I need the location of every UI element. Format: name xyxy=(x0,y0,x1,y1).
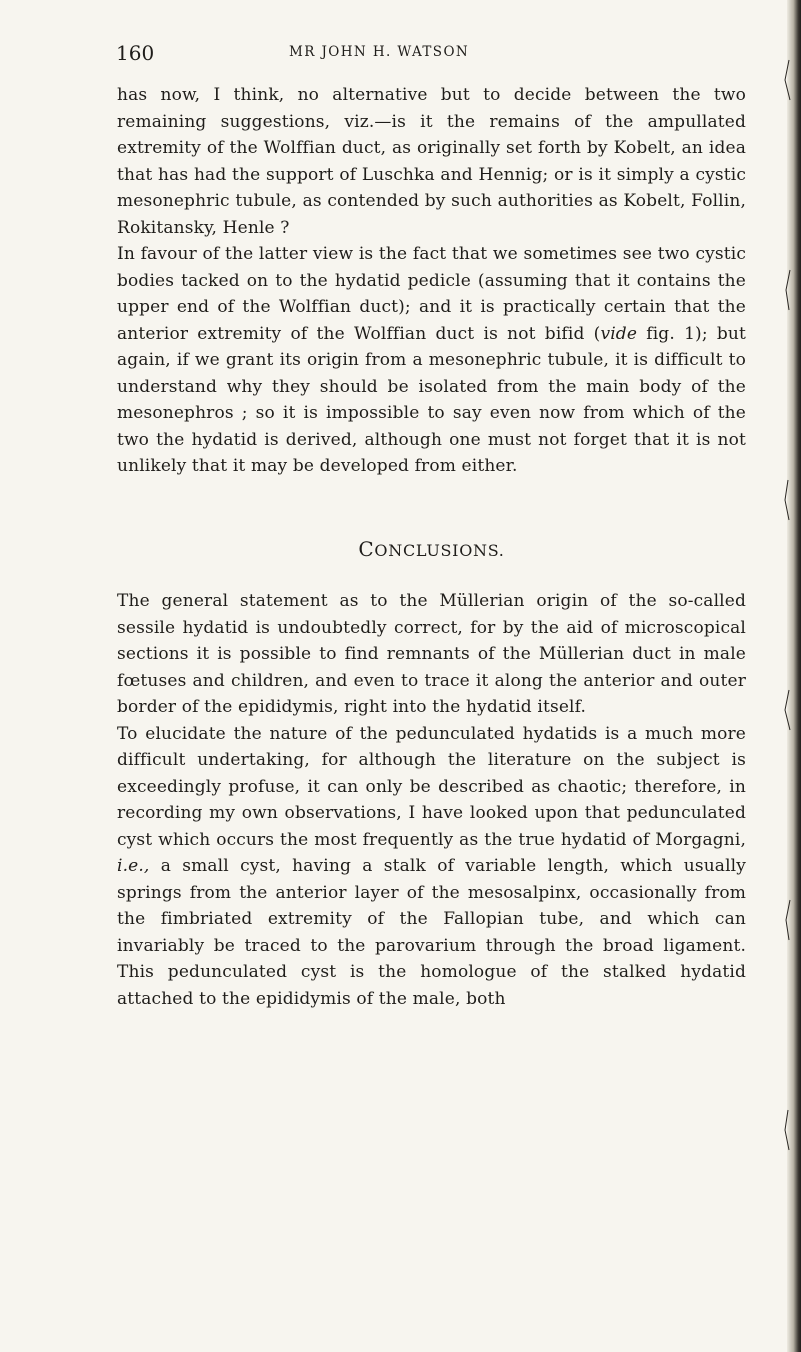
running-head: MR JOHN H. WATSON xyxy=(289,44,470,60)
page-number: 160 xyxy=(116,41,155,65)
heading-rest: ONCLUSIONS. xyxy=(374,540,505,560)
paragraph-2-text-a: In favour of the latter view is the fact that we sometimes see two cystic bodies tacked on to the hydatid pedicle (assuming that it contains the upper end of the Wolffian duct); and it is practically certain that the anterior extremity of the Wolffian duct is not bifid ( xyxy=(117,244,746,344)
paragraph-3: The general statement as to the Müllerian origin of the so-called sessile hydatid is undoubtedly correct, for by the aid of microscopical sections it is possible to find remnants of the Müllerian duct in male fœtuses and children, and even to trace it along the anterior and outer border of the epididymis, right into the hydatid itself. xyxy=(117,591,746,717)
paragraph-4-text-b: a small cyst, having a stalk of variable length, which usually springs from the anterior layer of the mesosalpinx, occasionally from the fimbriated extremity of the Fallopian tube, and which can invariably be traced to the parovarium through the broad ligament. This pedunculated cyst is the homologue of the stalked hydatid attached to the epididymis of the male, both xyxy=(117,856,746,1009)
body-text xyxy=(117,82,746,1012)
paragraph-2 xyxy=(117,241,746,480)
binding-mark xyxy=(785,690,790,730)
binding-mark xyxy=(785,1110,789,1150)
heading-initial: C xyxy=(358,536,375,561)
paragraph-4 xyxy=(117,721,746,1013)
paragraph-2-text-b: fig. 1); but again, if we grant its origin from a mesonephric tubule, it is difficult to understand why they should be isolated from the main body of the mesonephros ; so it is impossible to say even now from which of the two the hydatid is derived, although one must not forget that it is not unlikely that it may be developed from either. xyxy=(117,323,747,476)
binding-marks xyxy=(783,0,793,1352)
binding-mark xyxy=(786,900,790,940)
section-heading xyxy=(117,536,746,565)
paragraph-2-italic: vide xyxy=(600,323,638,344)
binding-mark xyxy=(785,60,790,100)
paragraph-4-text-a: To elucidate the nature of the pedunculated hydatids is a much more difficult undertaking, for although the literature on the subject is exceedingly profuse, it can only be described as chaotic; therefore, in recording my own observations, I have looked upon that pedunculated cyst which occurs the most frequently as the true hydatid of Morgagni, xyxy=(117,723,746,850)
binding-mark xyxy=(785,480,789,520)
paragraph-1: has now, I think, no alternative but to decide between the two remaining suggestions, viz.—is it the remains of the ampullated extremity of the Wolffian duct, as originally set forth by Kobelt, an idea that has had the support of Luschka and Hennig; or is it simply a cystic mesonephric tubule, as contended by such authorities as Kobelt, Follin, Rokitansky, Henle ? xyxy=(117,85,746,238)
binding-mark xyxy=(786,270,790,310)
paragraph-4-italic: i.e., xyxy=(117,856,150,876)
